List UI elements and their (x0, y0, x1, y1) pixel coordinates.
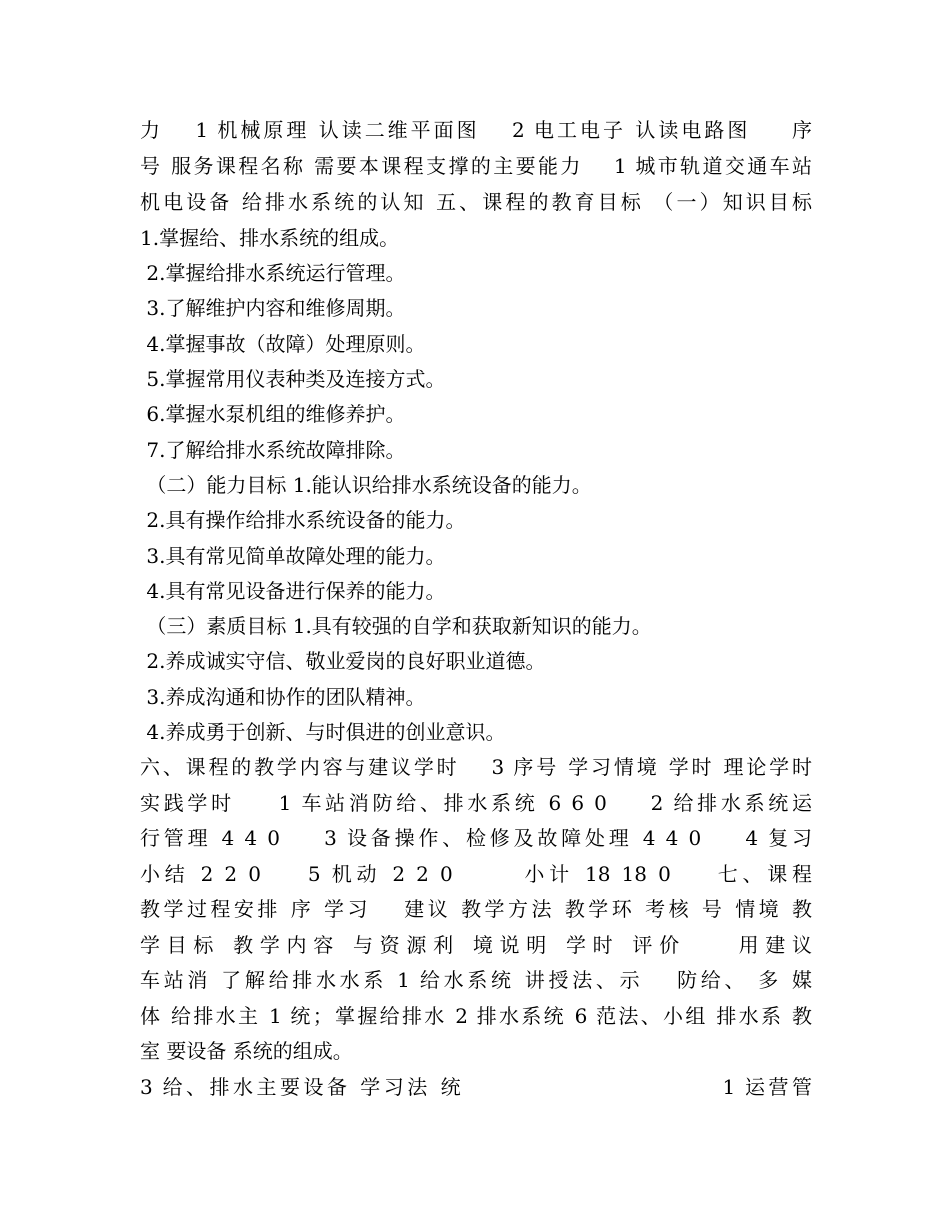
text-line: 车站消 了解给排水水系 1 给水系统 讲授法、示 防给、 多 媒 (140, 968, 812, 992)
text-line: 4.养成勇于创新、与时俱进的创业意识。 (140, 720, 506, 744)
text-line: 3.养成沟通和协作的团队精神。 (140, 685, 426, 709)
text-line: 机电设备 给排水系统的认知 五、课程的教育目标 （一）知识目标 (140, 190, 812, 214)
text-line: 实践学时 1 车站消防给、排水系统 6 6 0 2 给排水系统运 (140, 791, 812, 815)
text-line: 6.掌握水泵机组的维修养护。 (140, 402, 406, 426)
text-line: （三）素质目标 1.具有较强的自学和获取新知识的能力。 (140, 614, 652, 638)
text-line: 5.掌握常用仪表种类及连接方式。 (140, 367, 446, 391)
text-line: 4.具有常见设备进行保养的能力。 (140, 579, 446, 603)
text-line: 体 给排水主 1 统；掌握给排水 2 排水系统 6 范法、小组 排水系 教 (140, 1004, 812, 1028)
text-line: 2.养成诚实守信、敬业爱岗的良好职业道德。 (140, 649, 546, 673)
text-line: 3 给、排水主要设备 学习法 统 1 运营管 (140, 1075, 812, 1099)
text-line: （二）能力目标 1.能认识给排水系统设备的能力。 (140, 473, 592, 497)
text-line: 力 1 机械原理 认读二维平面图 2 电工电子 认读电路图 序 (140, 118, 812, 142)
text-line: 3.具有常见简单故障处理的能力。 (140, 544, 446, 568)
text-line: 7.了解给排水系统故障排除。 (140, 438, 406, 462)
text-line: 小结 2 2 0 5 机动 2 2 0 小计 18 18 0 七、课程 (140, 862, 812, 886)
text-line: 1.掌握给、排水系统的组成。 (140, 226, 400, 250)
text-line: 学目标 教学内容 与资源利 境说明 学时 评价 用建议 (140, 933, 812, 957)
text-line: 号 服务课程名称 需要本课程支撑的主要能力 1 城市轨道交通车站 (140, 154, 812, 178)
text-line: 室 要设备 系统的组成。 (140, 1039, 353, 1063)
text-line: 3.了解维护内容和维修周期。 (140, 296, 406, 320)
text-line: 教学过程安排 序 学习 建议 教学方法 教学环 考核 号 情境 教 (140, 897, 812, 921)
text-line: 行管理 4 4 0 3 设备操作、检修及故障处理 4 4 0 4 复习 (140, 826, 812, 850)
text-line: 六、课程的教学内容与建议学时 3 序号 学习情境 学时 理论学时 (140, 755, 812, 779)
text-line: 2.具有操作给排水系统设备的能力。 (140, 508, 466, 532)
text-line: 4.掌握事故（故障）处理原则。 (140, 332, 426, 356)
text-line: 2.掌握给排水系统运行管理。 (140, 261, 406, 285)
